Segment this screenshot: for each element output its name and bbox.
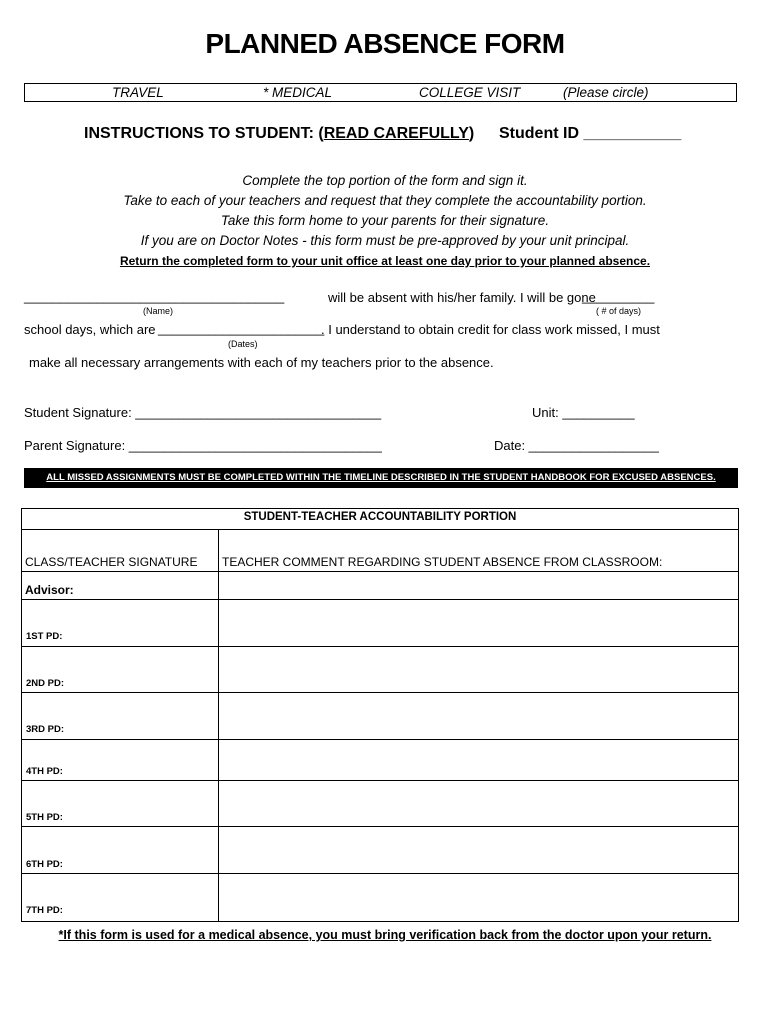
statement-line2-end: . I understand to obtain credit for class work missed, I must [321, 322, 660, 337]
period-6-label: 6TH PD: [26, 859, 63, 870]
name-label: (Name) [143, 306, 174, 316]
table-divider [22, 780, 738, 781]
table-divider [22, 826, 738, 827]
student-signature-field[interactable]: Student Signature: __________________________________ [24, 405, 382, 420]
period-4-label: 4TH PD: [26, 766, 63, 777]
table-divider [22, 873, 738, 874]
table-divider [22, 571, 738, 572]
absence-reason-box [24, 83, 737, 102]
date-field[interactable]: Date: __________________ [494, 438, 659, 453]
table-divider [22, 646, 738, 647]
table-divider [22, 739, 738, 740]
days-field[interactable]: __________ [582, 289, 655, 304]
table-divider [22, 599, 738, 600]
period-1-label: 1ST PD: [26, 631, 63, 642]
statement-line2-start: school days, which are [24, 322, 156, 337]
instruction-line: Complete the top portion of the form and sign it. [242, 173, 528, 188]
period-3-label: 3RD PD: [26, 724, 65, 735]
reason-medical[interactable]: * MEDICAL [263, 85, 333, 100]
dates-label: (Dates) [228, 339, 258, 349]
col-header-class-teacher: CLASS/TEACHER SIGNATURE [25, 555, 198, 569]
table-title: STUDENT-TEACHER ACCOUNTABILITY PORTION [243, 511, 517, 523]
col-header-teacher-comment: TEACHER COMMENT REGARDING STUDENT ABSENCE FROM CLASSROOM: [222, 555, 663, 569]
advisor-label: Advisor: [25, 583, 74, 597]
reason-please-circle-note: (Please circle) [563, 85, 649, 100]
medical-footnote: *If this form is used for a medical absence, you must bring verification back from the doctor upon your return. [58, 928, 712, 942]
instruction-line: Take to each of your teachers and request that they complete the accountability portion. [123, 193, 647, 208]
accountability-table [21, 508, 739, 922]
days-label: ( # of days) [596, 306, 642, 316]
period-5-label: 5TH PD: [26, 812, 63, 823]
name-field[interactable]: ____________________________________ [24, 289, 285, 304]
statement-line3: make all necessary arrangements with each of my teachers prior to the absence. [29, 355, 494, 370]
reason-college-visit[interactable]: COLLEGE VISIT [419, 85, 521, 100]
read-carefully-text: READ CAREFULLY [323, 125, 469, 142]
dates-field[interactable]: _______________________ [158, 321, 325, 336]
student-id-field[interactable]: Student ID ___________ [499, 125, 682, 142]
instructions-heading: INSTRUCTIONS TO STUDENT: (READ CAREFULLY) [84, 125, 475, 142]
period-2-label: 2ND PD: [26, 678, 65, 689]
table-divider [22, 692, 738, 693]
instruction-line: If you are on Doctor Notes - this form must be pre-approved by your unit principal. [140, 233, 630, 248]
instruction-line: Take this form home to your parents for their signature. [220, 213, 550, 228]
period-7-label: 7TH PD: [26, 905, 63, 916]
unit-field[interactable]: Unit: __________ [532, 405, 635, 420]
reason-travel[interactable]: TRAVEL [112, 85, 164, 100]
parent-signature-field[interactable]: Parent Signature: ___________________________________ [24, 438, 382, 453]
return-instruction: Return the completed form to your unit office at least one day prior to your planned absence. [119, 254, 651, 268]
table-divider [22, 529, 738, 530]
form-title: PLANNED ABSENCE FORM [205, 28, 565, 59]
missed-assignments-banner: ALL MISSED ASSIGNMENTS MUST BE COMPLETED WITHIN THE TIMELINE DESCRIBED IN THE STUDENT HANDBOOK FOR EXCUSED ABSENCES. [24, 468, 738, 488]
column-divider [218, 529, 219, 921]
statement-line1-text: will be absent with his/her family. I will be gone [328, 290, 596, 305]
